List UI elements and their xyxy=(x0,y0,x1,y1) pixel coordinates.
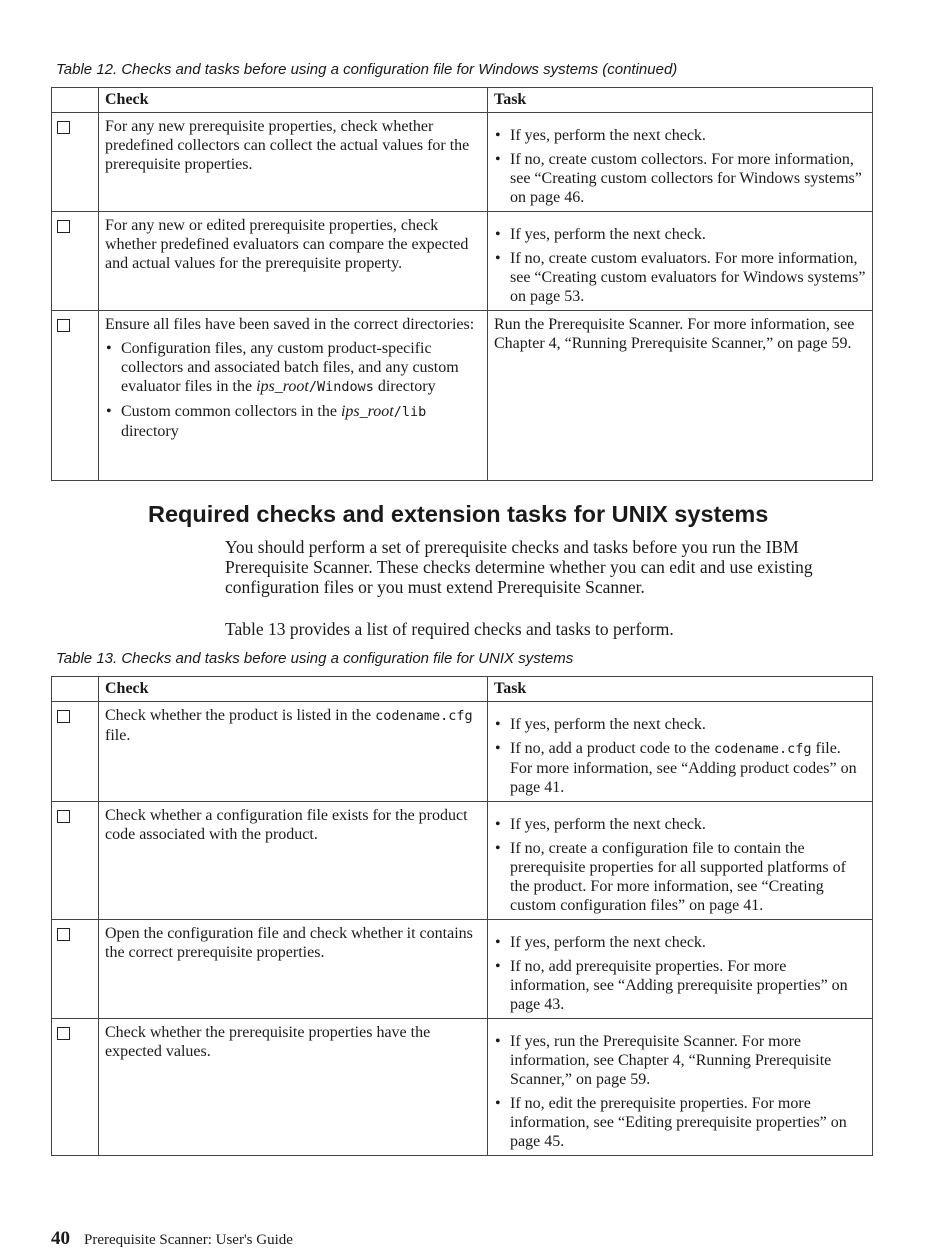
check-cell xyxy=(99,702,488,802)
check-cell: Open the configuration file and check whether it contains the correct prerequisite properties. xyxy=(99,920,488,1019)
check-column-header: Check xyxy=(99,88,488,113)
table-header-row xyxy=(52,88,873,113)
table-12 xyxy=(51,87,873,481)
filename-code: codename.cfg xyxy=(375,708,473,724)
page-footer xyxy=(51,1228,293,1250)
table-header-row xyxy=(52,677,873,702)
task-item: • If yes, perform the next check. xyxy=(494,126,866,145)
checkbox[interactable] xyxy=(57,220,70,233)
task-item-text: If no, add a product code to the xyxy=(510,740,714,757)
footer-title: Prerequisite Scanner: User's Guide xyxy=(84,1232,293,1248)
task-item xyxy=(494,739,866,797)
table-13-intro: Table 13 provides a list of required checks and tasks to perform. xyxy=(225,619,674,639)
task-item: • If no, create a configuration file to contain the prerequisite properties for all supported platforms of the product. For more information, see “Creating custom configuration files” on page 41. xyxy=(494,839,866,915)
task-item: • If yes, perform the next check. xyxy=(494,225,866,244)
check-item-text: Custom common collectors in the xyxy=(121,403,341,420)
checkbox[interactable] xyxy=(57,121,70,134)
task-column-header: Task xyxy=(488,88,873,113)
path-code: /Windows xyxy=(308,379,374,395)
checkbox[interactable] xyxy=(57,928,70,941)
path-variable: ips_root xyxy=(340,403,394,420)
path-variable: ips_root xyxy=(256,378,309,395)
filename-code: codename.cfg xyxy=(713,741,812,757)
check-text: Check whether the product is listed in the xyxy=(105,707,376,724)
check-column-header: Check xyxy=(99,677,488,702)
checkbox[interactable] xyxy=(57,319,70,332)
check-cell: Check whether a configuration file exists for the product code associated with the product. xyxy=(99,802,488,920)
task-cell xyxy=(488,802,873,920)
check-cell xyxy=(99,311,488,481)
check-item xyxy=(105,402,481,441)
task-cell xyxy=(488,212,873,311)
task-cell xyxy=(488,113,873,212)
task-item: • If no, add prerequisite properties. For more information, see “Adding prerequisite properties” on page 43. xyxy=(494,957,866,1014)
path-code: /lib xyxy=(393,404,427,420)
table-row xyxy=(52,212,873,311)
task-item: • If yes, perform the next check. xyxy=(494,933,866,952)
checkbox[interactable] xyxy=(57,710,70,723)
task-item: • If no, create custom collectors. For more information, see “Creating custom collectors for Windows systems” on page 46. xyxy=(494,150,866,207)
check-intro: Ensure all files have been saved in the correct directories: xyxy=(105,316,475,333)
checkbox[interactable] xyxy=(57,1027,70,1040)
task-item: • If yes, perform the next check. xyxy=(494,815,866,834)
checkbox-cell xyxy=(52,702,99,802)
table-12-caption: Table 12. Checks and tasks before using a configuration file for Windows systems (continued) xyxy=(56,61,678,78)
task-item: • If yes, perform the next check. xyxy=(494,715,866,734)
task-item: • If yes, run the Prerequisite Scanner. For more information, see Chapter 4, “Running Prerequisite Scanner,” on page 59. xyxy=(494,1032,866,1089)
checkbox-column-header xyxy=(52,88,99,113)
checkbox-cell xyxy=(52,311,99,481)
check-cell: For any new prerequisite properties, check whether predefined collectors can collect the actual values for the prerequisite properties. xyxy=(99,113,488,212)
section-paragraph: You should perform a set of prerequisite checks and tasks before you run the IBM Prerequisite Scanner. These checks determine whether you can edit and use existing configuration files or you must extend Prerequisite Scanner. xyxy=(225,537,813,597)
check-item xyxy=(105,339,481,397)
table-row xyxy=(52,311,873,481)
table-row xyxy=(52,1019,873,1156)
check-text: file. xyxy=(105,727,131,744)
table-row xyxy=(52,702,873,802)
task-item: • If no, create custom evaluators. For more information, see “Creating custom evaluators for Windows systems” on page 53. xyxy=(494,249,866,306)
task-item: • If no, edit the prerequisite properties. For more information, see “Editing prerequisite properties” on page 45. xyxy=(494,1094,866,1151)
task-cell xyxy=(488,702,873,802)
check-item-text: directory xyxy=(121,423,179,440)
checkbox-cell xyxy=(52,920,99,1019)
checkbox-column-header xyxy=(52,677,99,702)
table-row xyxy=(52,920,873,1019)
task-column-header: Task xyxy=(488,677,873,702)
check-item-text: Configuration files, any custom product-specific collectors and associated batch files, and any custom evaluator files in the xyxy=(121,340,459,395)
check-item-text: directory xyxy=(373,378,436,395)
check-cell: For any new or edited prerequisite properties, check whether predefined evaluators can compare the expected and actual values for the prerequisite property. xyxy=(99,212,488,311)
checkbox-cell xyxy=(52,1019,99,1156)
checkbox[interactable] xyxy=(57,810,70,823)
check-cell: Check whether the prerequisite properties have the expected values. xyxy=(99,1019,488,1156)
task-cell xyxy=(488,1019,873,1156)
checkbox-cell xyxy=(52,802,99,920)
table-row xyxy=(52,802,873,920)
table-row xyxy=(52,113,873,212)
table-13 xyxy=(51,676,873,1156)
task-cell xyxy=(488,920,873,1019)
checkbox-cell xyxy=(52,212,99,311)
task-cell: Run the Prerequisite Scanner. For more information, see Chapter 4, “Running Prerequisite Scanner,” on page 59. xyxy=(488,311,873,481)
table-13-caption: Table 13. Checks and tasks before using a configuration file for UNIX systems xyxy=(56,650,574,667)
page-number: 40 xyxy=(51,1228,70,1249)
checkbox-cell xyxy=(52,113,99,212)
section-heading: Required checks and extension tasks for UNIX systems xyxy=(148,501,769,527)
task-item-text: file. For more information, see “Adding product codes” on page 41. xyxy=(510,740,857,796)
